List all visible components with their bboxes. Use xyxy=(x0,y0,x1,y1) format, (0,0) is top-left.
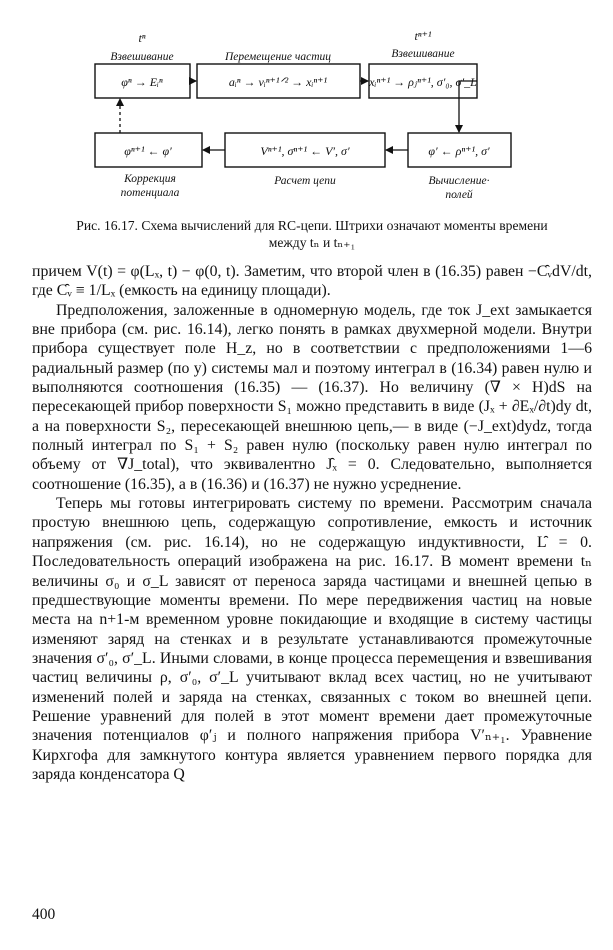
header-weighing-right: Взвешивание xyxy=(391,48,455,60)
computation-scheme-diagram xyxy=(0,0,613,215)
box-potential-correction-text: φⁿ⁺¹ ← φ′ xyxy=(124,144,172,158)
box-weigh-right-text: xᵢⁿ⁺¹ → ρⱼⁿ⁺¹, σ′₀, σ′_L xyxy=(369,75,477,89)
figure-caption xyxy=(32,217,592,251)
paragraph-1: причем V(t) = φ(Lₓ, t) − φ(0, t). Заметим, что второй член в (16.35) равен −C̑ᵥdV/dt, где C̑ᵥ ≡ 1/Lₓ (емкость на единицу площади). xyxy=(32,263,592,300)
label-fields-calc-1: Вычисление· xyxy=(428,175,490,187)
paragraph-3: Теперь мы готовы интегрировать систему по времени. Рассмотрим сначала простую внешнюю цепь, содержащую сопротивление, емкость и источник напряжения (см. рис. 16.14), но не содержащую индуктивности, L̑ = 0. Последовательность операций изображена на рис. 16.17. В момент времени tₙ величины σ₀ и σ_L зависят от переноса заряда частицами и внешней цепью в предшествующие моменты времени. По мере передвижения частиц на новые места на n+1-м временном уровне покидающие и входящие в систему частицы изменяют заряд на стенках и в результате устанавливаются промежуточные значения σ′₀, σ′_L. Иными словами, в конце процесса перемещения и взвешивания частиц величины ρ, σ′₀, σ′_L учитывают вклад всех частиц, но не учитывают изменений полей и заряда на стенках, связанных с током во внешней цепи. Решение уравнений для полей в этот момент времени дает промежуточные значения потенциалов φ′ⱼ и полного напряжения прибора V′ₙ₊₁. Уравнение Кирхгофа для замкнутого контура является уравнением первого порядка для заряда конденсатора Q xyxy=(32,495,592,783)
label-potential-correction-1: Коррекция xyxy=(124,173,176,185)
paragraph-2: Предположения, заложенные в одномерную модель, где ток J_ext замыкается вне прибора (см. рис. 16.14), легко понять в рамках двухмерной модели. Внутри прибора существует поле H_z, но в соответствии с предположениями 1—6 радиальный размер (по y) системы мал и поэтому интеграл в (16.34) равен нулю и выполняются соотношения (16.35) — (16.37). Но величину (∇ × H)dS на пересекающей прибор поверхности S₁ можно представить в виде (Jₓ + ∂Eₓ/∂t)dy dt, а на поверхности S₂, пересекающей внешнюю цепь,— в виде (−J_ext)dydz, тогда полный интеграл по S₁ + S₂ равен нулю (поскольку равен нулю интеграл по объему от ∇J_total), что эквивалентно J̑ₓ = 0. Следовательно, выполняется соотношение (16.35), а в (16.36) и (16.37) не нужно усреднение. xyxy=(32,301,592,493)
time-label-tn1: tⁿ⁺¹ xyxy=(414,29,432,43)
label-fields-calc-2: полей xyxy=(445,189,473,201)
page-number: 400 xyxy=(32,906,56,923)
header-weighing-left: Взвешивание xyxy=(110,51,174,63)
time-label-tn: tⁿ xyxy=(138,31,146,45)
box-circuit-text: Vⁿ⁺¹, σⁿ⁺¹ ← V′, σ′ xyxy=(260,144,350,158)
body-text xyxy=(32,262,592,784)
caption-line-2: между tₙ и tₙ₊₁ xyxy=(268,235,356,250)
header-particle-move: Перемещение частиц xyxy=(224,51,332,63)
caption-line-1: Рис. 16.17. Схема вычислений для RC-цепи. Штрихи означают моменты времени xyxy=(76,218,548,233)
box-weigh-left-text: φⁿ → Eᵢⁿ xyxy=(121,75,163,89)
label-circuit-calc: Расчет цепи xyxy=(274,175,336,187)
label-potential-correction-2: потенциала xyxy=(120,187,180,199)
box-fields-text: φ′ ← ρⁿ⁺¹, σ′ xyxy=(428,144,490,158)
box-particle-move-text: aᵢⁿ → vᵢⁿ⁺¹ᐟ² → xᵢⁿ⁺¹ xyxy=(228,75,328,89)
